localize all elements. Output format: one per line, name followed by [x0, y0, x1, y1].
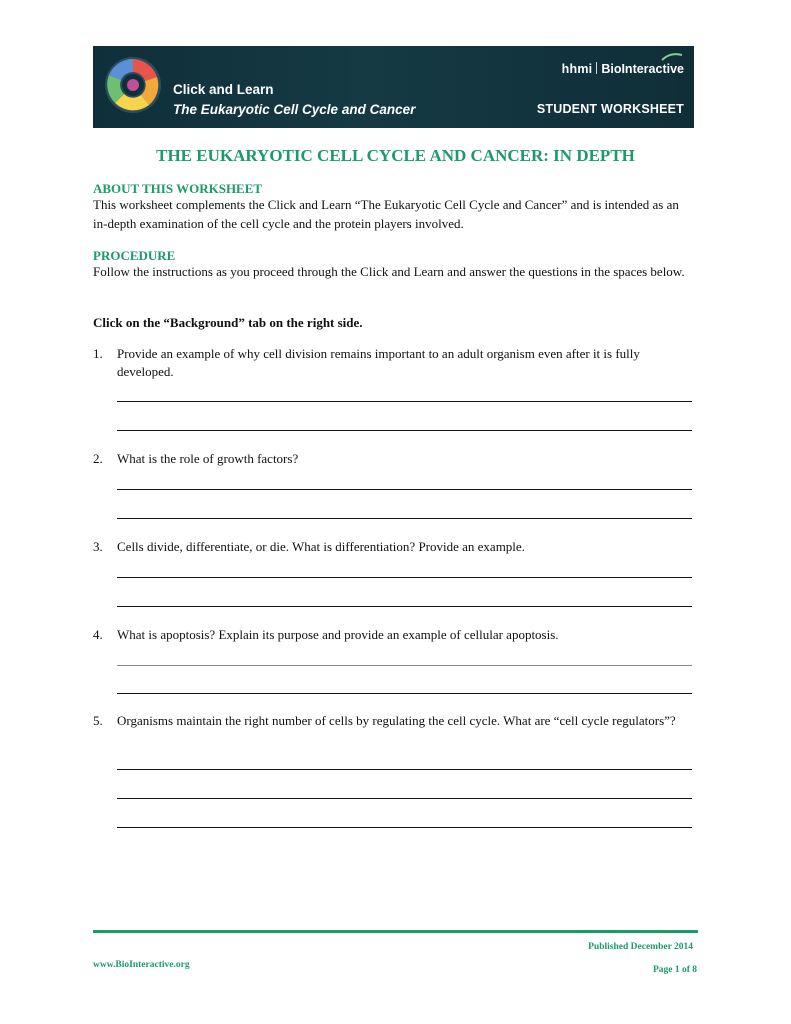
banner-title-line2: The Eukaryotic Cell Cycle and Cancer: [173, 102, 416, 117]
leaf-accent-icon: [660, 52, 684, 62]
answer-line[interactable]: [117, 665, 692, 666]
page-title: THE EUKARYOTIC CELL CYCLE AND CANCER: IN DEPTH: [156, 146, 635, 165]
question-text: What is apoptosis? Explain its purpose and provide an example of cellular apoptosis.: [117, 627, 559, 642]
instruction-text: Click on the “Background” tab on the right side.: [93, 315, 363, 330]
question-5: [93, 712, 693, 730]
footer-divider: [93, 930, 698, 933]
procedure-body: Follow the instructions as you proceed through the Click and Learn and answer the questions in the spaces below.: [93, 264, 685, 279]
brand-logo: [562, 62, 684, 76]
answer-line[interactable]: [117, 401, 692, 402]
question-text: What is the role of growth factors?: [117, 451, 299, 466]
answer-line[interactable]: [117, 827, 692, 828]
answer-line[interactable]: [117, 693, 692, 694]
answer-line[interactable]: [117, 518, 692, 519]
answer-line[interactable]: [117, 769, 692, 770]
answer-line[interactable]: [117, 430, 692, 431]
question-3: [93, 538, 693, 556]
answer-line[interactable]: [117, 798, 692, 799]
answer-line[interactable]: [117, 489, 692, 490]
brand-name: BioInteractive: [601, 62, 684, 76]
question-number: 4.: [93, 627, 103, 642]
question-number: 5.: [93, 713, 103, 728]
answer-line[interactable]: [117, 606, 692, 607]
website-link[interactable]: www.BioInteractive.org: [93, 960, 190, 970]
question-1: [93, 345, 693, 381]
question-4: [93, 626, 693, 644]
brand-org: hhmi: [561, 62, 593, 76]
question-text: Organisms maintain the right number of cells by regulating the cell cycle. What are “cell cycle regulators”?: [117, 713, 676, 728]
banner-label: STUDENT WORKSHEET: [536, 102, 684, 116]
procedure-heading: PROCEDURE: [93, 248, 176, 263]
question-number: 2.: [93, 451, 103, 466]
question-text: Provide an example of why cell division remains important to an adult organism even after it is fully developed.: [117, 346, 640, 379]
header-banner: [93, 46, 694, 128]
question-text: Cells divide, differentiate, or die. What is differentiation? Provide an example.: [117, 539, 525, 554]
banner-title-line1: Click and Learn: [173, 82, 274, 97]
about-body: This worksheet complements the Click and Learn “The Eukaryotic Cell Cycle and Cancer” and is intended as an in-depth examination of the cell cycle and the protein players involved.: [93, 197, 679, 231]
brand-divider: [596, 62, 597, 74]
cell-cycle-logo-icon: [103, 55, 163, 115]
published-date: Published December 2014: [588, 942, 693, 952]
answer-line[interactable]: [117, 577, 692, 578]
page-number: Page 1 of 8: [652, 965, 697, 975]
about-heading: ABOUT THIS WORKSHEET: [93, 181, 263, 196]
question-number: 1.: [93, 346, 103, 361]
question-number: 3.: [93, 539, 103, 554]
question-2: [93, 450, 693, 468]
